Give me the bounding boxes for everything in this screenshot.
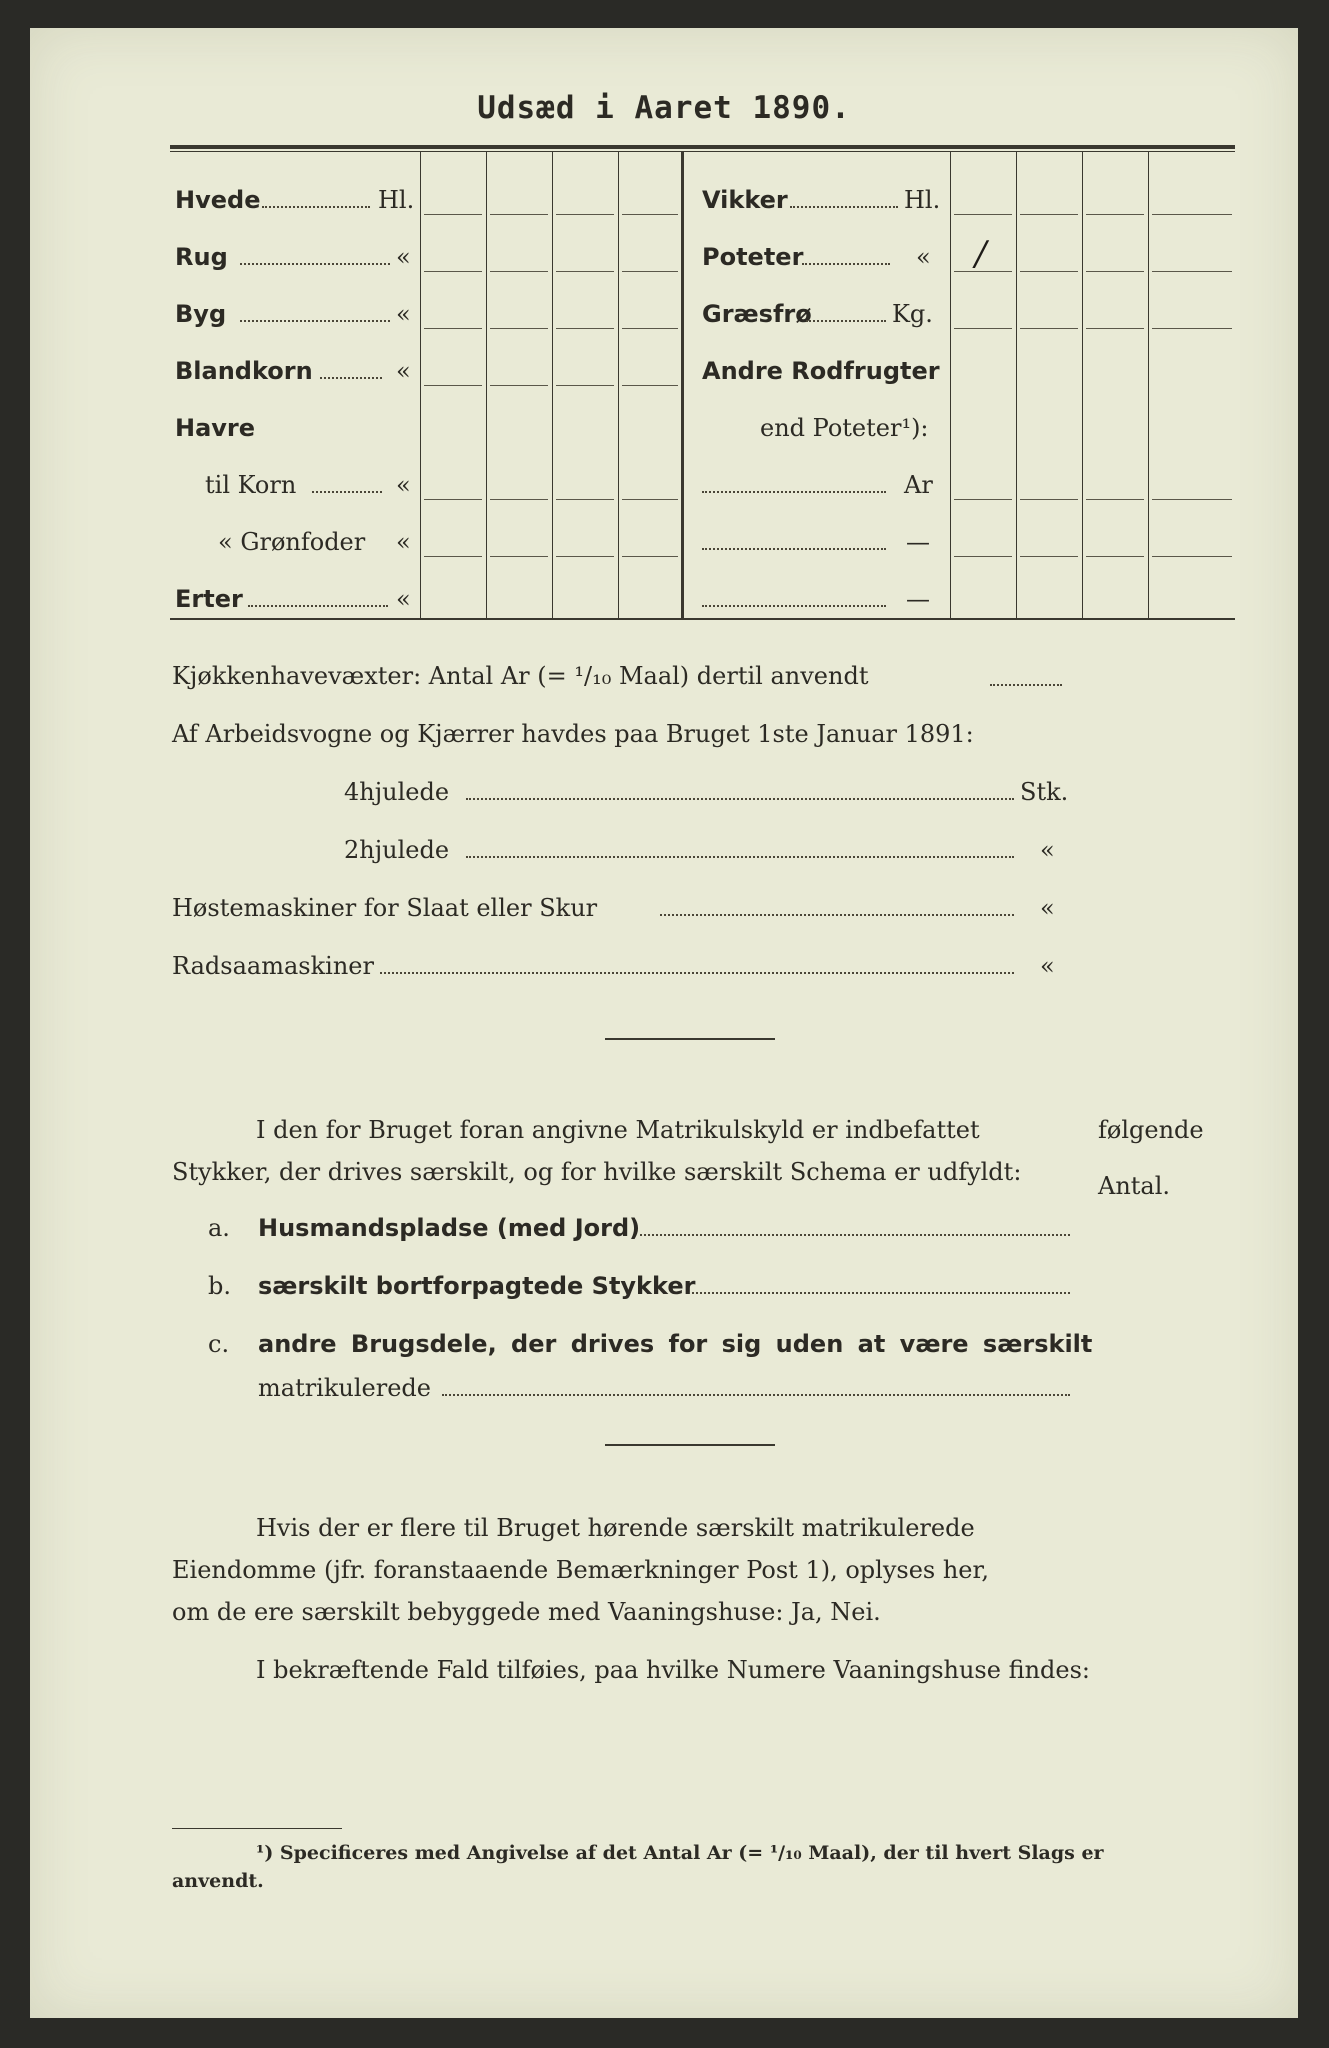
row-label-rug: Rug	[175, 243, 228, 271]
cell-line	[1020, 271, 1078, 272]
row-unit: «	[396, 528, 411, 556]
cell-line	[1152, 214, 1232, 215]
row-unit: «	[396, 300, 411, 328]
antal-heading: Antal.	[1098, 1172, 1171, 1200]
dot-leader	[802, 263, 890, 265]
dot-leader	[240, 263, 390, 265]
row-unit: «	[916, 243, 931, 271]
cell-line	[622, 271, 678, 272]
paragraph-2-line-1: Hvis der er flere til Bruget hørende særskilt matrikulerede	[256, 1514, 975, 1542]
dot-leader	[380, 972, 1014, 974]
cell-line	[1152, 328, 1232, 329]
cell-line	[424, 385, 482, 386]
cell-line	[556, 499, 614, 500]
cell-line	[954, 556, 1012, 557]
seed-machines-unit: «	[1040, 952, 1055, 980]
item-a-letter: a.	[208, 1214, 230, 1242]
cell-line	[424, 328, 482, 329]
item-a-text: Husmandspladse (med Jord)	[258, 1214, 641, 1242]
table-top-rule-thin	[170, 151, 1235, 152]
kitchen-garden-label: Kjøkkenhavevæxter: Antal Ar (= ¹/₁₀ Maal) dertil anvendt	[172, 662, 869, 690]
row-label-til-korn: til Korn	[205, 471, 297, 499]
row-label-gronfoder: « Grønfoder	[218, 528, 366, 556]
cell-line	[1086, 499, 1144, 500]
row-unit: —	[906, 585, 930, 613]
cell-line	[490, 499, 548, 500]
row-unit: —	[906, 528, 930, 556]
wagon-2-unit: «	[1040, 836, 1055, 864]
seed-machines-label: Radsaamaskiner	[172, 952, 374, 980]
item-b-letter: b.	[208, 1272, 231, 1300]
dot-leader	[990, 684, 1062, 686]
row-label-blandkorn: Blandkorn	[175, 357, 313, 385]
cell-line	[424, 271, 482, 272]
row-unit: «	[396, 357, 411, 385]
cell-line	[954, 214, 1012, 215]
cell-line	[1020, 214, 1078, 215]
cell-line	[556, 385, 614, 386]
paragraph-1-line-2: Stykker, der drives særskilt, og for hvilke særskilt Schema er udfyldt:	[172, 1158, 1022, 1186]
dot-leader	[790, 206, 898, 208]
row-label-poteter: Poteter	[702, 243, 804, 271]
wagon-4-label: 4hjulede	[344, 778, 450, 806]
cell-line	[1152, 499, 1232, 500]
dot-leader	[240, 320, 390, 322]
cell-line	[1152, 271, 1232, 272]
cell-line	[556, 271, 614, 272]
wagon-4-unit: Stk.	[1020, 778, 1069, 806]
column-divider-center	[681, 152, 684, 618]
wagons-line: Af Arbeidsvogne og Kjærrer havdes paa Bruget 1ste Januar 1891:	[172, 720, 974, 748]
column-divider	[420, 152, 421, 618]
column-divider	[950, 152, 951, 618]
paragraph-2-line-3: om de ere særskilt bebyggede med Vaaningshuse: Ja, Nei.	[172, 1598, 881, 1626]
paragraph-3: I bekræftende Fald tilføies, paa hvilke Numere Vaaningshuse findes:	[256, 1656, 1090, 1684]
column-divider	[1082, 152, 1083, 618]
cell-line	[1020, 556, 1078, 557]
cell-line	[424, 214, 482, 215]
dot-leader	[692, 1292, 1070, 1294]
row-unit: «	[396, 585, 411, 613]
cell-line	[622, 556, 678, 557]
row-unit: Hl.	[378, 186, 415, 214]
row-unit: Hl.	[904, 186, 941, 214]
column-divider	[618, 152, 619, 618]
cell-line	[1086, 556, 1144, 557]
dot-leader	[702, 491, 886, 493]
section-divider	[605, 1444, 775, 1446]
footnote-line-2: anvendt.	[172, 1870, 264, 1892]
table-bottom-rule	[170, 618, 1235, 620]
cell-line	[490, 556, 548, 557]
footnote-rule	[172, 1828, 342, 1829]
paragraph-1-line-1-right: følgende	[1098, 1116, 1204, 1144]
row-label-havre: Havre	[175, 414, 256, 442]
table-top-rule	[170, 145, 1235, 149]
dot-leader	[660, 914, 1014, 916]
dot-leader	[466, 798, 1014, 800]
row-label-graesfro: Græsfrø	[702, 300, 812, 328]
item-c-continuation: matrikulerede	[258, 1374, 431, 1402]
dot-leader	[262, 206, 370, 208]
row-unit: «	[396, 471, 411, 499]
dot-leader	[806, 320, 886, 322]
row-label-andre-rodfrugter: Andre Rodfrugter	[702, 357, 940, 385]
cell-line	[1086, 328, 1144, 329]
dot-leader	[248, 605, 388, 607]
column-divider	[1016, 152, 1017, 618]
row-label-vikker: Vikker	[702, 186, 788, 214]
cell-line	[490, 214, 548, 215]
page-title: Udsæd i Aaret 1890.	[477, 90, 851, 126]
cell-line	[1086, 214, 1144, 215]
row-label-erter: Erter	[175, 585, 243, 613]
harvest-machines-unit: «	[1040, 894, 1055, 922]
dot-leader	[312, 491, 382, 493]
cell-line	[622, 214, 678, 215]
cell-line	[622, 328, 678, 329]
cell-line	[556, 328, 614, 329]
cell-line	[556, 214, 614, 215]
dot-leader	[442, 1394, 1070, 1396]
dot-leader	[702, 548, 886, 550]
row-label-byg: Byg	[175, 300, 227, 328]
cell-line	[1152, 556, 1232, 557]
harvest-machines-label: Høstemaskiner for Slaat eller Skur	[172, 894, 598, 922]
item-b-text: særskilt bortforpagtede Stykker	[258, 1272, 696, 1300]
cell-line	[622, 385, 678, 386]
footnote-line-1: ¹) Specificeres med Angivelse af det Antal Ar (= ¹/₁₀ Maal), der til hvert Slags er	[256, 1842, 1104, 1864]
dot-leader	[702, 605, 886, 607]
row-unit: «	[396, 243, 411, 271]
row-label-end-poteter: end Poteter¹):	[760, 414, 929, 442]
item-c-text: andre Brugsdele, der drives for sig uden at være særskilt	[258, 1330, 1093, 1358]
dot-leader	[640, 1234, 1070, 1236]
cell-line	[556, 556, 614, 557]
cell-line	[1020, 499, 1078, 500]
row-label-hvede: Hvede	[175, 186, 261, 214]
cell-line	[490, 385, 548, 386]
dot-leader	[466, 856, 1014, 858]
cell-line	[1086, 271, 1144, 272]
cell-line	[490, 271, 548, 272]
item-c-letter: c.	[208, 1330, 230, 1358]
column-divider	[486, 152, 487, 618]
wagon-2-label: 2hjulede	[344, 836, 450, 864]
cell-line	[424, 556, 482, 557]
column-divider	[1148, 152, 1149, 618]
cell-line	[622, 499, 678, 500]
handwritten-mark: /	[975, 234, 987, 274]
column-divider	[552, 152, 553, 618]
row-unit: Kg.	[892, 300, 933, 328]
dot-leader	[320, 377, 382, 379]
kitchen-garden-line	[172, 662, 868, 690]
row-unit: Ar	[904, 471, 933, 499]
paragraph-2-line-2: Eiendomme (jfr. foranstaaende Bemærkninger Post 1), oplyses her,	[172, 1556, 989, 1584]
cell-line	[954, 328, 1012, 329]
cell-line	[424, 499, 482, 500]
section-divider	[605, 1038, 775, 1040]
cell-line	[954, 499, 1012, 500]
cell-line	[490, 328, 548, 329]
form-page	[30, 28, 1298, 2018]
paragraph-1-line-1: I den for Bruget foran angivne Matrikulskyld er indbefattet	[256, 1116, 980, 1144]
cell-line	[1020, 328, 1078, 329]
